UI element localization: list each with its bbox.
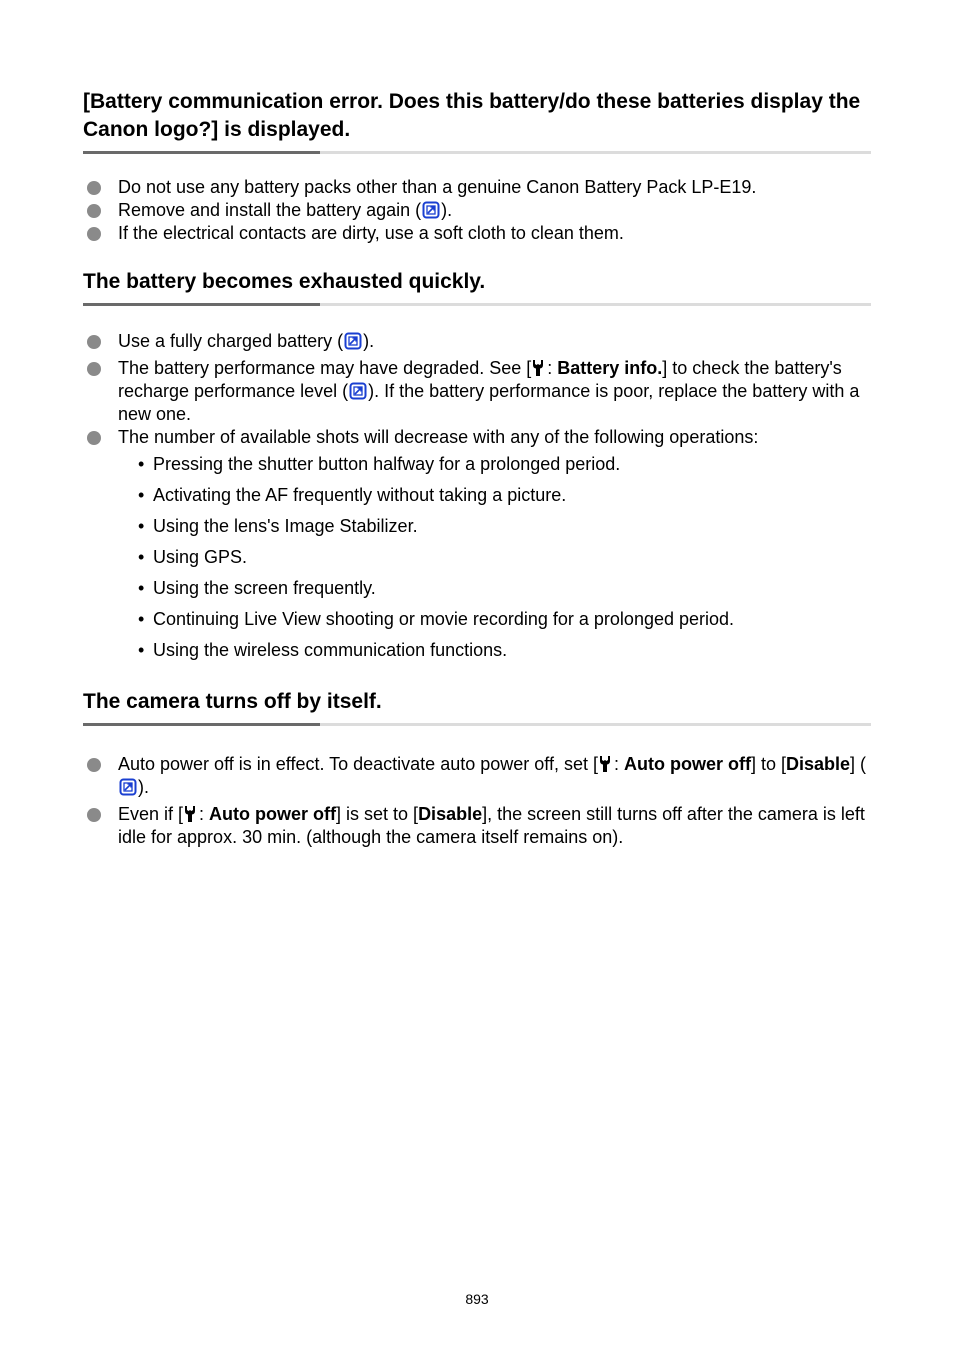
heading-rule bbox=[83, 723, 871, 726]
bullet-list bbox=[83, 330, 871, 670]
sub-list-item: • Using the lens's Image Stabilizer. bbox=[138, 516, 418, 536]
bullet-list bbox=[83, 753, 871, 849]
page-number: 893 bbox=[465, 1291, 489, 1307]
page-reference-icon[interactable] bbox=[344, 332, 362, 350]
list-item: The battery performance may have degraded. See [ : Battery info.] to check the battery's recharge performance level ( ). If the battery performance is poor, replace the battery with a new one. bbox=[83, 357, 871, 426]
sub-list-item: • Using the screen frequently. bbox=[138, 578, 376, 598]
bullet-icon bbox=[87, 181, 101, 195]
page-reference-icon[interactable] bbox=[119, 778, 137, 796]
bullet-icon bbox=[87, 204, 101, 218]
section-heading: [Battery communication error. Does this battery/do these batteries display the Canon logo?] is displayed. bbox=[83, 90, 861, 141]
setup-wrench-icon bbox=[598, 755, 612, 773]
heading-rule bbox=[83, 303, 871, 306]
section-battery-communication bbox=[83, 88, 871, 243]
heading-rule bbox=[83, 151, 871, 154]
bullet-icon bbox=[87, 431, 101, 445]
sub-list bbox=[118, 453, 871, 662]
list-item: The number of available shots will decrease with any of the following operations: • Pressing the shutter button halfway for a prolonged period. • Activating the AF frequently without taking a picture. • Using the lens's Image Stabilizer. • Using GPS. • Using the screen frequently. • Continuing Live View shooting or movie recording for a prolonged period. • Using the wireless communication functions. bbox=[83, 426, 871, 662]
section-battery-exhausted bbox=[83, 268, 871, 660]
list-item: If the electrical contacts are dirty, use a soft cloth to clean them. bbox=[83, 222, 871, 245]
bullet-icon bbox=[87, 335, 101, 349]
setup-wrench-icon bbox=[183, 805, 197, 823]
setup-wrench-icon bbox=[531, 359, 545, 377]
sub-list-item: • Using GPS. bbox=[138, 547, 248, 567]
sub-list-item: • Using the wireless communication functions. bbox=[138, 640, 508, 660]
list-item: Even if [ : Auto power off] is set to [Disable], the screen still turns off after the camera is left idle for approx. 30 min. (although the camera itself remains on). bbox=[83, 803, 871, 849]
section-camera-turns-off bbox=[83, 688, 871, 847]
section-heading: The battery becomes exhausted quickly. bbox=[83, 270, 486, 293]
list-item: Do not use any battery packs other than a genuine Canon Battery Pack LP-E19. bbox=[83, 176, 871, 199]
bullet-icon bbox=[87, 227, 101, 241]
bullet-list bbox=[83, 176, 871, 245]
list-item: Use a fully charged battery ( ). bbox=[83, 330, 871, 353]
bullet-icon bbox=[87, 362, 101, 376]
section-heading: The camera turns off by itself. bbox=[83, 690, 382, 713]
page-reference-icon[interactable] bbox=[349, 382, 367, 400]
list-item: Auto power off is in effect. To deactivate auto power off, set [ : Auto power off] to [Disable] (). bbox=[83, 753, 871, 799]
sub-list-item: • Activating the AF frequently without taking a picture. bbox=[138, 485, 567, 505]
bullet-icon bbox=[87, 758, 101, 772]
sub-list-item: • Pressing the shutter button halfway for a prolonged period. bbox=[138, 454, 621, 474]
sub-list-item: • Continuing Live View shooting or movie recording for a prolonged period. bbox=[138, 609, 735, 629]
list-item: Remove and install the battery again ( ). bbox=[83, 199, 871, 222]
bullet-icon bbox=[87, 808, 101, 822]
page-reference-icon[interactable] bbox=[422, 201, 440, 219]
